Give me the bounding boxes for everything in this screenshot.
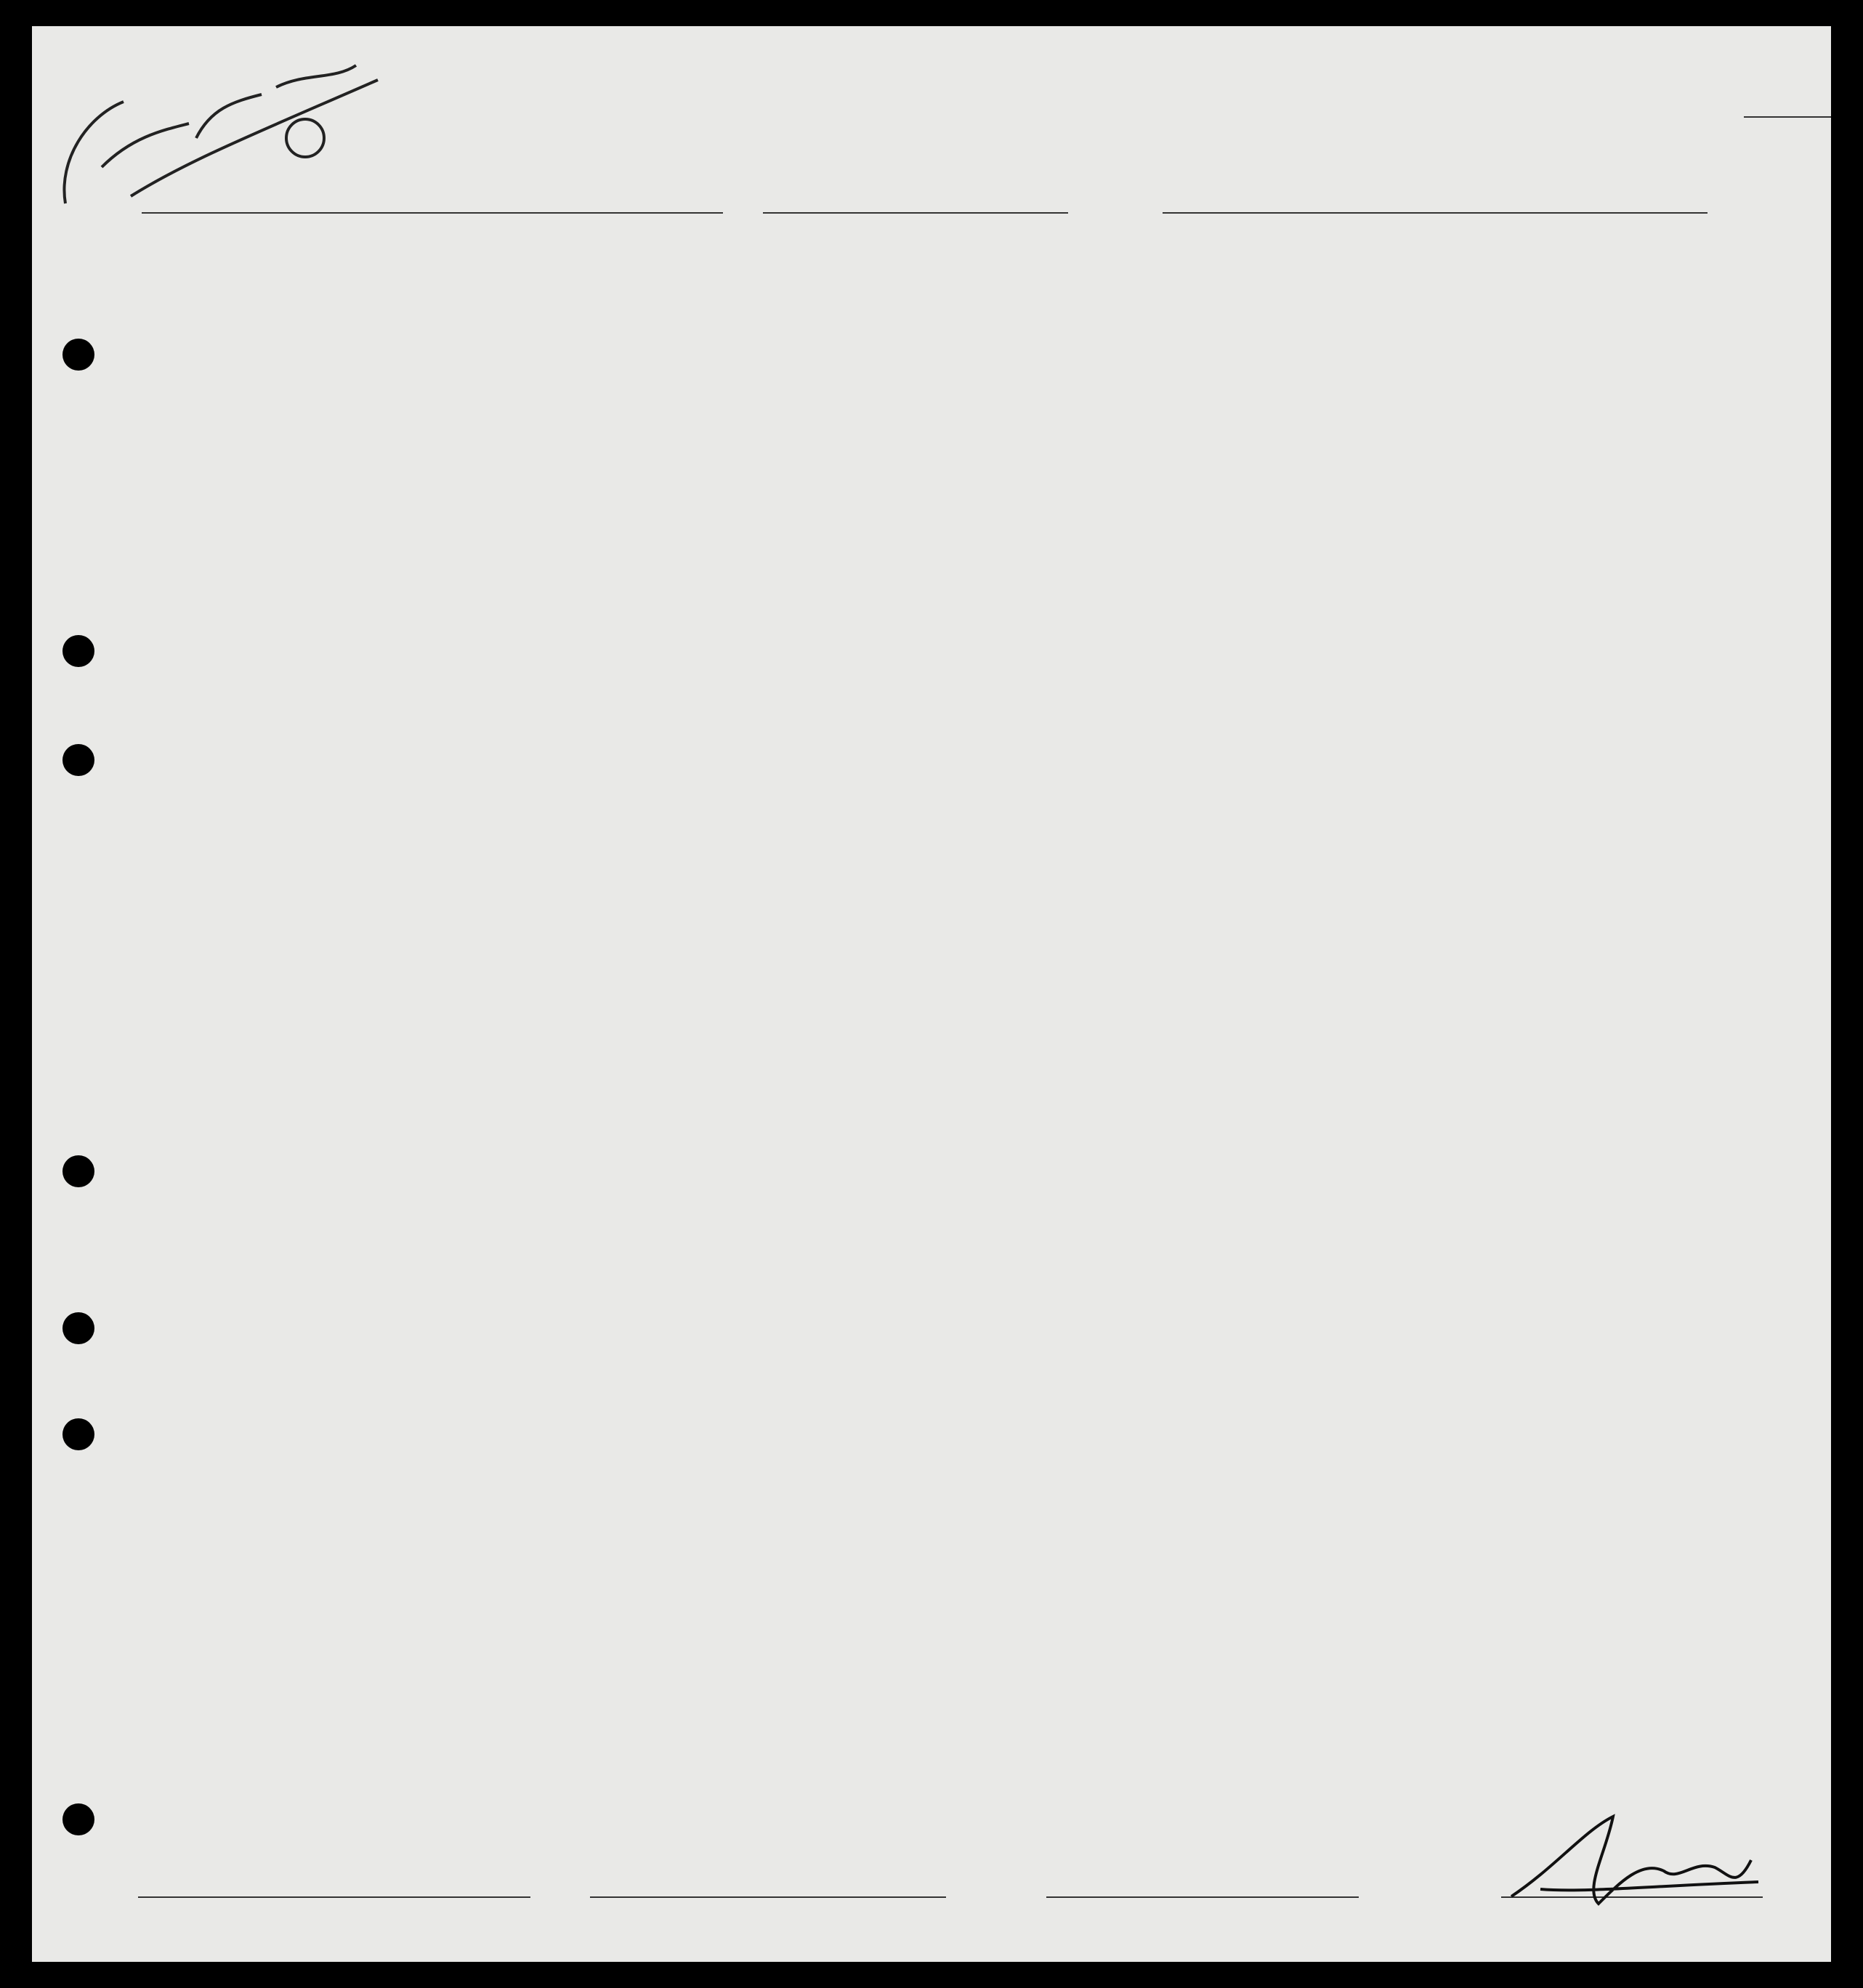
punch-hole (62, 1803, 94, 1835)
punch-hole (62, 339, 94, 371)
punch-hole (62, 1155, 94, 1187)
punch-hole (62, 1312, 94, 1344)
footer-agents-underline (1046, 1896, 1359, 1898)
footer-owners-underline (590, 1896, 946, 1898)
footer-line-underline (138, 1896, 530, 1898)
punch-hole (62, 635, 94, 667)
officer-signature-icon (1497, 1802, 1773, 1918)
punch-hole (62, 744, 94, 776)
punch-hole (62, 1418, 94, 1450)
